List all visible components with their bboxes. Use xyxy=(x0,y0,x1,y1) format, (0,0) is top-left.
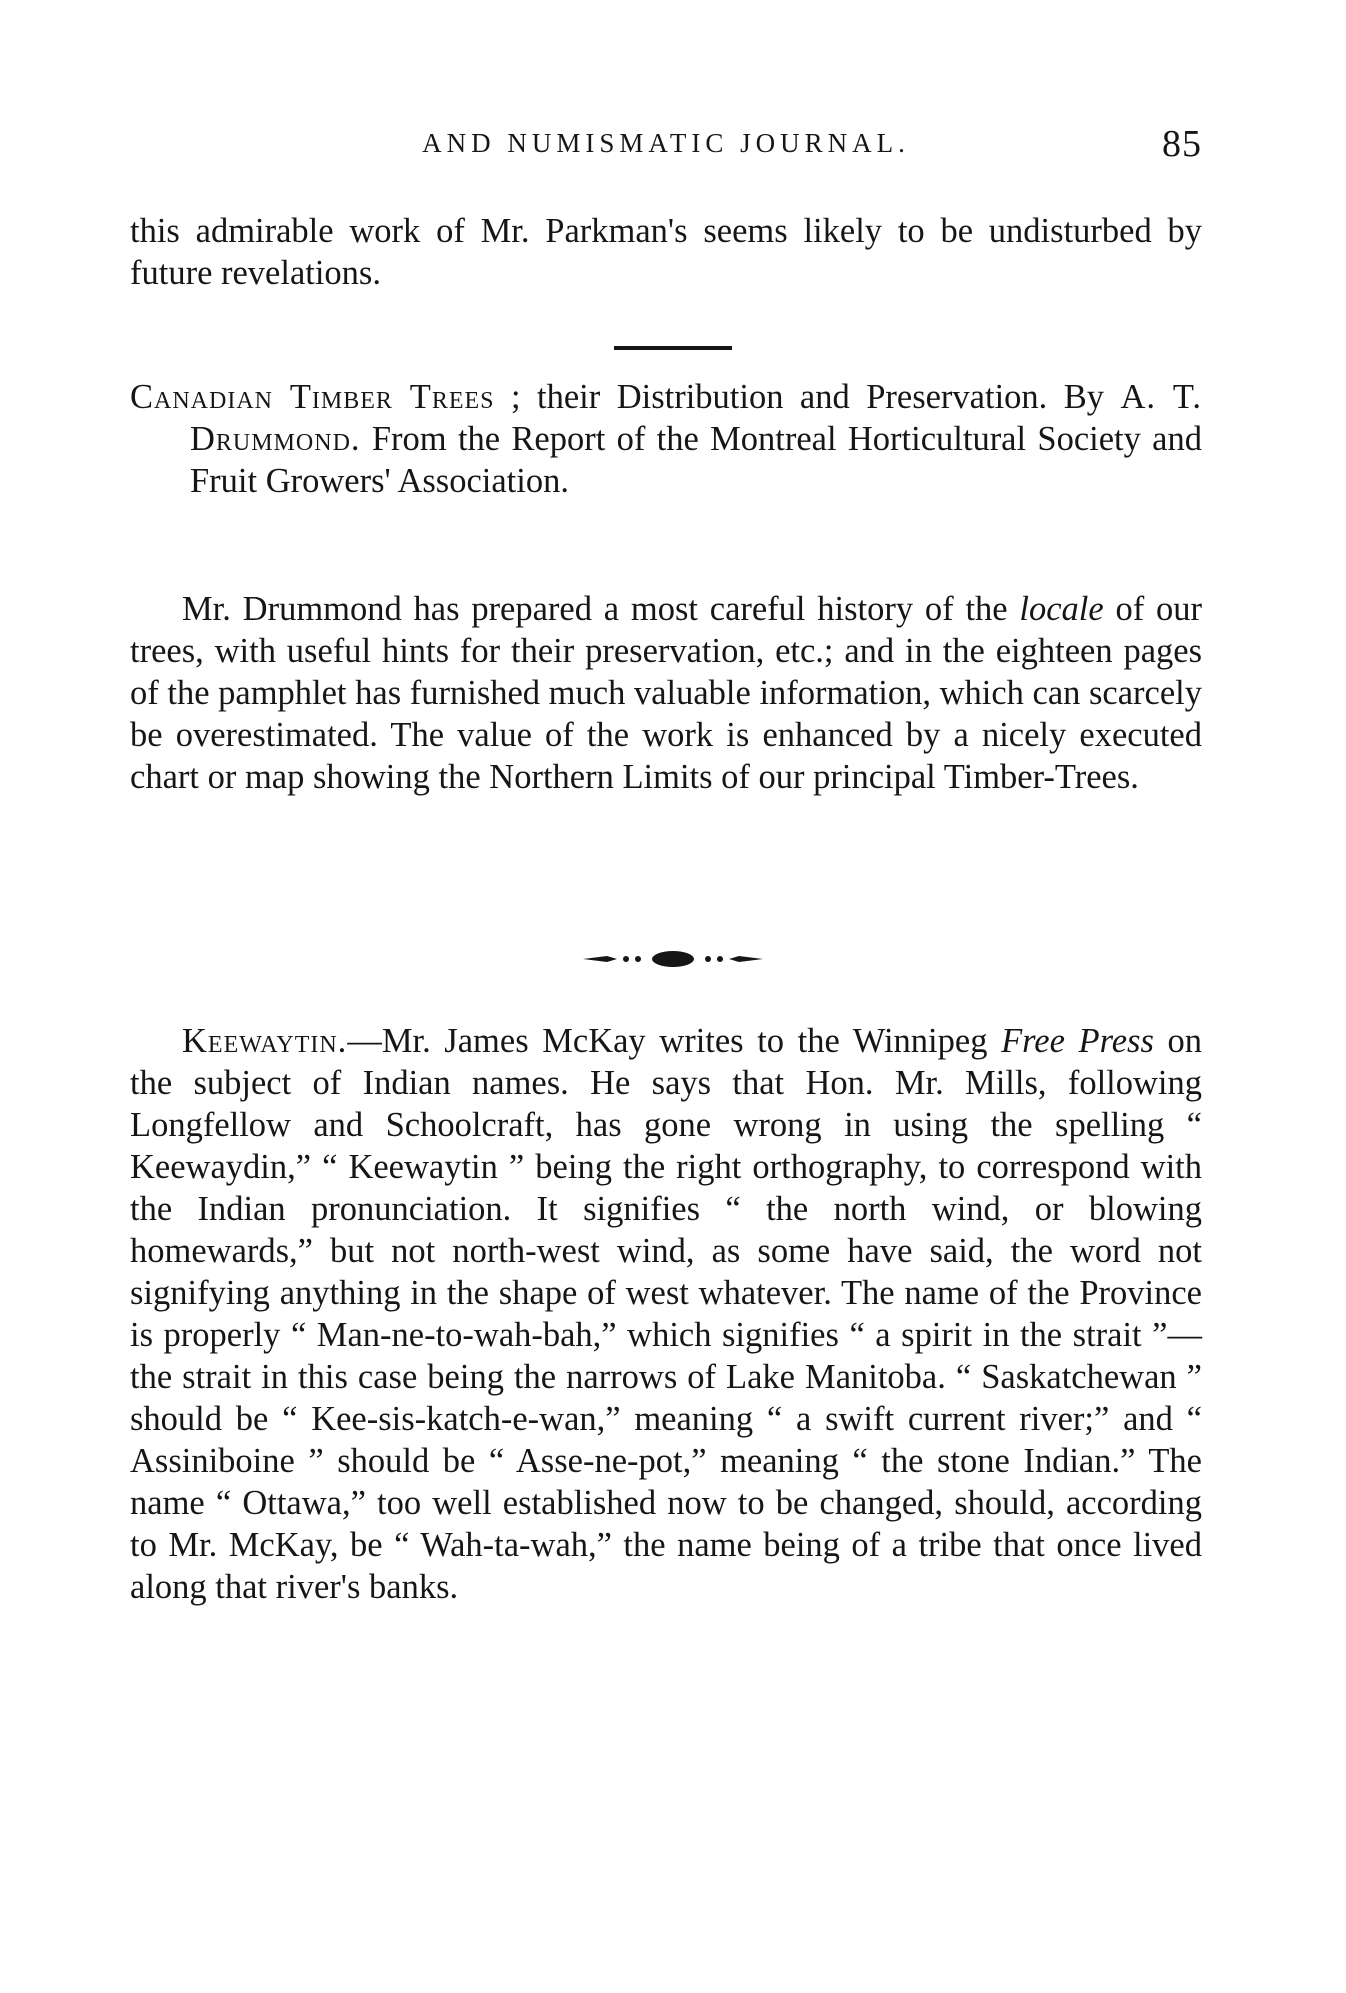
review-citation xyxy=(130,376,1202,502)
review-subtitle: ; their Distribution and Preservation. By xyxy=(510,378,1105,416)
ornament-divider-icon xyxy=(583,948,763,970)
review-body-text-2: of our trees, with useful hints for their preservation, etc.; and in the eighteen pages of the pamphlet has furnished much valuable information, which can scarcely be overestimated. The value of the work is enhanced by a nicely executed chart or map showing the Northern Limits of our principal Timber-Trees. xyxy=(130,590,1203,796)
running-head: AND NUMISMATIC JOURNAL. xyxy=(422,128,910,158)
review-title: Canadian Timber Trees xyxy=(130,378,495,416)
keewaytin-text-1: —Mr. James McKay writes to the Winnipeg xyxy=(347,1022,988,1060)
review-author: A. T. Drummond. xyxy=(190,378,1203,458)
ornament-divider xyxy=(0,948,1346,975)
section-divider-rule xyxy=(614,346,732,350)
newspaper-name: Free Press xyxy=(1001,1022,1154,1060)
carryover-paragraph: this admirable work of Mr. Parkman's seems likely to be undisturbed by future revelations. xyxy=(130,212,1202,292)
review-source: From the Report of the Montreal Horticultural Society and Fruit Growers' Association. xyxy=(190,420,1202,500)
page-header xyxy=(130,122,1202,182)
keewaytin-text-2: on the subject of Indian names. He says that Hon. Mr. Mills, following Longfellow and Schoolcraft, has gone wrong in using the spelling “ Keewaydin,” “ Keewaytin ” being the right orthography, to correspond with the Indian pronunciation. It signifies “ the north wind, or blowing homewards,” but not north-west wind, as some have said, the word not signifying anything in the shape of west whatever. The name of the Province is properly “ Man-ne-to-wah-bah,” which signifies “ a spirit in the strait ”—the strait in this case being the narrows of Lake Manitoba. “ Saskatchewan ” should be “ Kee-sis-katch-e-wan,” meaning “ a swift current river;” and “ Assiniboine ” should be “ Asse-ne-pot,” meaning “ the stone Indian.” The name “ Ottawa,” too well established now to be changed, should, according to Mr. McKay, be “ Wah-ta-wah,” the name being of a tribe that once lived along that river's banks. xyxy=(130,1022,1203,1606)
keewaytin-paragraph xyxy=(130,1020,1202,1608)
review-body-text-1: Mr. Drummond has prepared a most careful history of the xyxy=(182,590,1008,628)
page-number: 85 xyxy=(1162,123,1202,165)
keewaytin-heading: Keewaytin. xyxy=(182,1022,348,1060)
review-body-italic: locale xyxy=(1019,590,1104,628)
review-body xyxy=(130,588,1202,798)
